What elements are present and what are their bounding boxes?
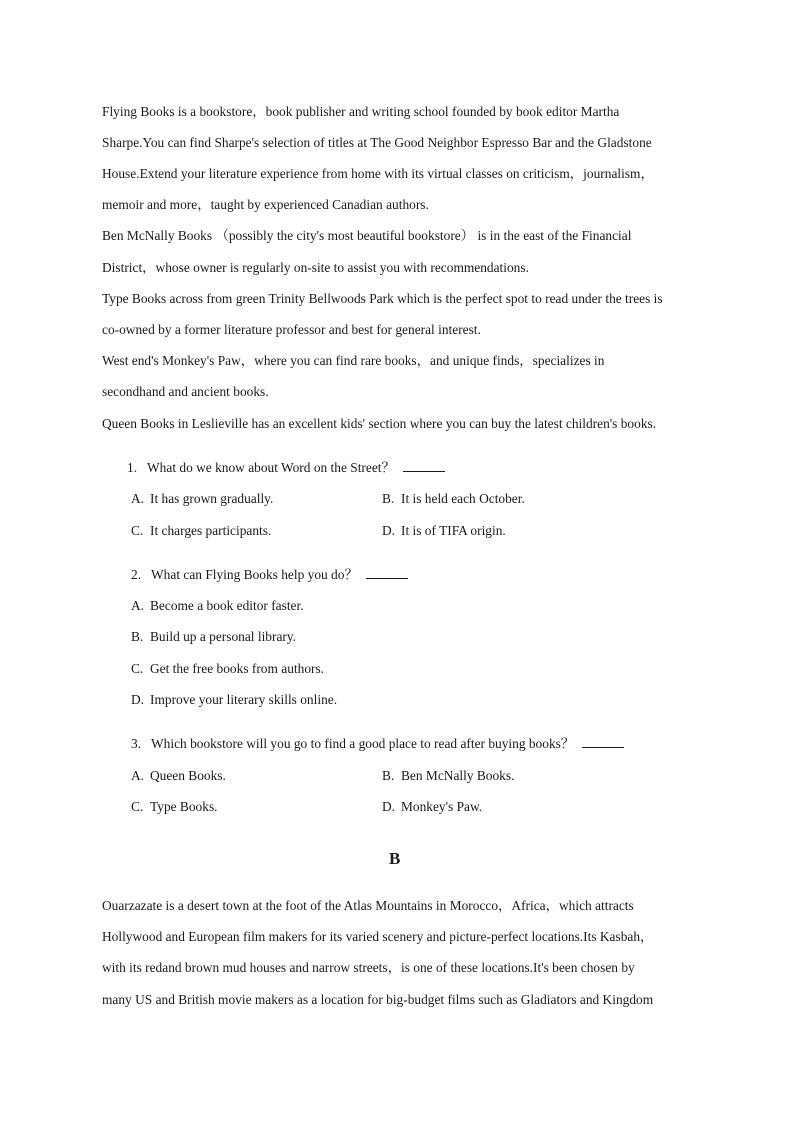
option-c[interactable] — [131, 523, 271, 539]
passage-line: West end's Monkey's Paw，where you can find rare books，and unique finds，specializes in — [102, 353, 605, 368]
option-letter: C. — [131, 523, 144, 538]
option-letter: C. — [131, 799, 144, 814]
option-text: Ben McNally Books. — [401, 768, 515, 783]
option-text: It is held each October. — [401, 491, 525, 506]
option-text: It charges participants. — [150, 523, 272, 538]
option-text: Build up a personal library. — [150, 629, 297, 644]
passage-line: Sharpe.You can find Sharpe's selection of titles at The Good Neighbor Espresso Bar and the Gladstone — [102, 135, 652, 150]
passage-line: memoir and more，taught by experienced Canadian authors. — [102, 197, 429, 212]
option-letter: D. — [131, 692, 145, 707]
option-text: Monkey's Paw. — [401, 799, 483, 814]
option-c[interactable] — [131, 661, 324, 677]
option-a[interactable] — [131, 491, 273, 507]
answer-blank[interactable] — [582, 736, 624, 748]
option-b[interactable] — [382, 768, 514, 784]
option-letter: C. — [131, 661, 144, 676]
option-d[interactable] — [131, 692, 337, 708]
question-number: 1. — [127, 460, 138, 475]
option-letter: B. — [131, 629, 144, 644]
passage-line: co-owned by a former literature professor and best for general interest. — [102, 322, 481, 337]
option-c[interactable] — [131, 799, 218, 815]
passage-line: many US and British movie makers as a location for big-budget films such as Gladiators and Kingdom — [102, 992, 654, 1007]
question-text: What do we know about Word on the Street？ — [147, 460, 395, 475]
passage-line: Hollywood and European film makers for its varied scenery and picture-perfect locations.Its Kasbah， — [102, 929, 654, 944]
option-text: Become a book editor faster. — [150, 598, 304, 613]
passage-line: Queen Books in Leslieville has an excellent kids' section where you can buy the latest children's books. — [102, 416, 657, 431]
option-a[interactable] — [131, 598, 304, 614]
option-d[interactable] — [382, 799, 482, 815]
option-letter: B. — [382, 768, 395, 783]
question-number: 3. — [131, 736, 142, 751]
passage-line: Ben McNally Books （possibly the city's most beautiful bookstore） is in the east of the Financial — [102, 228, 632, 243]
option-text: It is of TIFA origin. — [401, 523, 506, 538]
section-b-title: B — [389, 849, 401, 868]
option-letter: B. — [382, 491, 395, 506]
passage-line: Flying Books is a bookstore，book publisher and writing school founded by book editor Martha — [102, 104, 620, 119]
answer-blank[interactable] — [366, 567, 408, 579]
option-b[interactable] — [382, 491, 525, 507]
passage-line: secondhand and ancient books. — [102, 384, 269, 399]
question-text: What can Flying Books help you do？ — [151, 567, 358, 582]
passage-line: Ouarzazate is a desert town at the foot of the Atlas Mountains in Morocco，Africa，which attracts — [102, 898, 634, 913]
passage-line: District，whose owner is regularly on-site to assist you with recommendations. — [102, 260, 529, 275]
option-letter: D. — [382, 523, 396, 538]
option-b[interactable] — [131, 629, 296, 645]
passage-line: Type Books across from green Trinity Bellwoods Park which is the perfect spot to read under the trees is — [102, 291, 663, 306]
option-text: It has grown gradually. — [150, 491, 274, 506]
option-letter: D. — [382, 799, 396, 814]
option-text: Queen Books. — [150, 768, 226, 783]
passage-line: House.Extend your literature experience from home with its virtual classes on criticism，journalism， — [102, 166, 654, 181]
question-1 — [127, 460, 445, 476]
option-text: Type Books. — [150, 799, 218, 814]
option-letter: A. — [131, 598, 145, 613]
option-letter: A. — [131, 768, 145, 783]
option-text: Improve your literary skills online. — [150, 692, 338, 707]
option-text: Get the free books from authors. — [150, 661, 325, 676]
option-letter: A. — [131, 491, 145, 506]
answer-blank[interactable] — [403, 460, 445, 472]
question-3 — [131, 736, 624, 752]
option-d[interactable] — [382, 523, 506, 539]
option-a[interactable] — [131, 768, 226, 784]
passage-line: with its redand brown mud houses and narrow streets，is one of these locations.It's been chosen by — [102, 960, 635, 975]
question-number: 2. — [131, 567, 142, 582]
question-text: Which bookstore will you go to find a good place to read after buying books？ — [151, 736, 575, 751]
question-2 — [131, 567, 408, 583]
